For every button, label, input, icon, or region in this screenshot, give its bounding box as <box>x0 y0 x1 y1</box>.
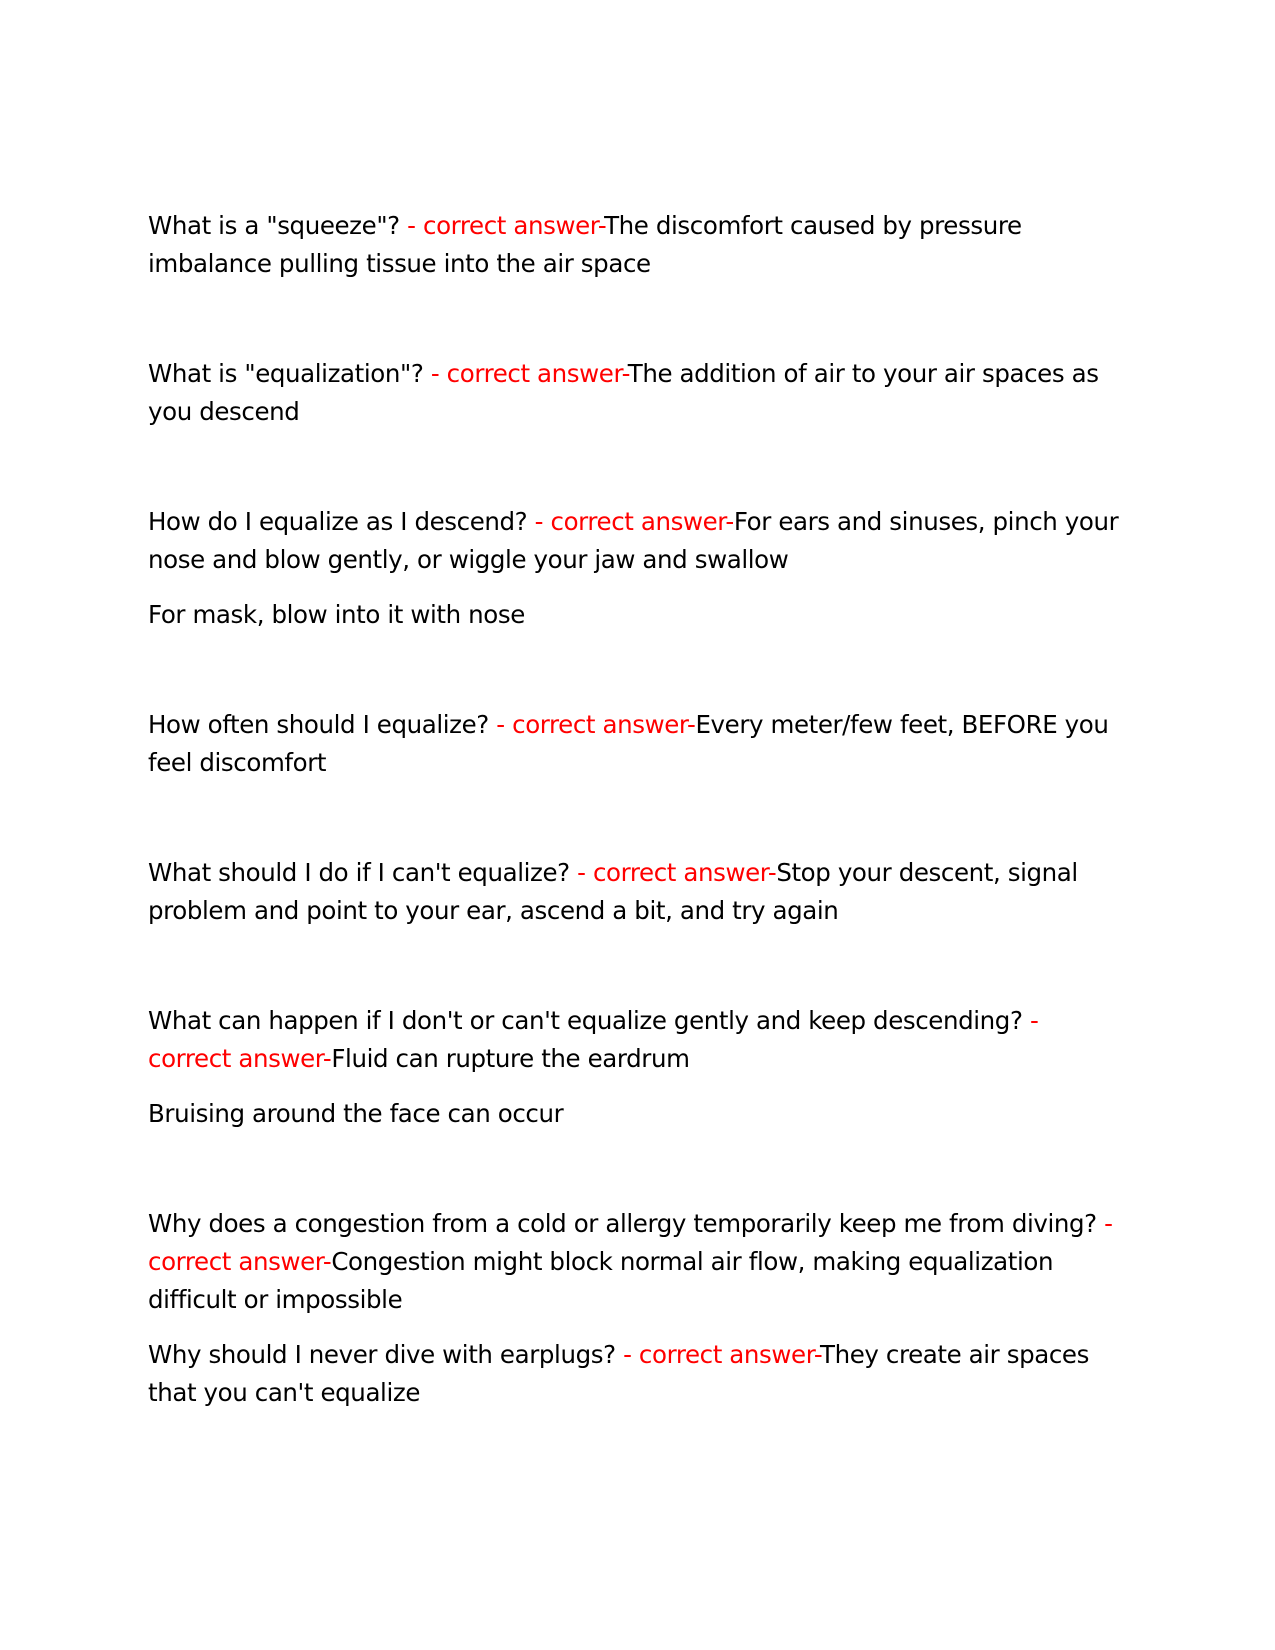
qa-paragraph <box>148 854 1123 930</box>
qa-list <box>148 207 1123 1412</box>
qa-item-cant-equalize <box>148 854 1123 930</box>
qa-item-how-often <box>148 706 1123 782</box>
question-text: Why should I never dive with earplugs? <box>148 1340 616 1369</box>
answer-marker: - correct answer- <box>527 507 734 536</box>
answer-text: For ears and sinuses, pinch your nose and blow gently, or wiggle your jaw and swallow <box>148 507 1119 574</box>
qa-item-equalization <box>148 355 1123 431</box>
answer-marker: - correct answer- <box>615 1340 821 1369</box>
qa-item-earplugs <box>148 1336 1123 1412</box>
question-text: What is "equalization"? <box>148 359 424 388</box>
answer-text: Fluid can rupture the eardrum <box>331 1044 690 1073</box>
question-text: How often should I equalize? <box>148 710 489 739</box>
answer-extra-text: For mask, blow into it with nose <box>148 600 525 629</box>
answer-marker: - correct answer- <box>423 359 628 388</box>
answer-marker: - correct answer- <box>148 1209 1113 1276</box>
question-text: What should I do if I can't equalize? <box>148 858 570 887</box>
question-text: Why does a congestion from a cold or allergy temporarily keep me from diving? <box>148 1209 1097 1238</box>
answer-text: The discomfort caused by pressure imbalance pulling tissue into the air space <box>148 211 1022 278</box>
question-text: What is a "squeeze"? <box>148 211 400 240</box>
answer-text: The addition of air to your air spaces as you descend <box>148 359 1099 426</box>
answer-text: Every meter/few feet, BEFORE you feel discomfort <box>148 710 1109 777</box>
qa-item-keep-descending <box>148 1002 1123 1133</box>
answer-marker: - correct answer- <box>569 858 777 887</box>
answer-marker: - correct answer- <box>148 1006 1039 1073</box>
qa-paragraph <box>148 1002 1123 1078</box>
qa-item-how-to-equalize <box>148 503 1123 634</box>
answer-text: Stop your descent, signal problem and point to your ear, ascend a bit, and try again <box>148 858 1078 925</box>
qa-paragraph <box>148 355 1123 431</box>
answer-text: They create air spaces that you can't equalize <box>148 1340 1089 1407</box>
question-text: How do I equalize as I descend? <box>148 507 528 536</box>
qa-paragraph <box>148 503 1123 579</box>
qa-paragraph <box>148 706 1123 782</box>
qa-paragraph <box>148 1205 1123 1319</box>
qa-item-congestion <box>148 1205 1123 1319</box>
qa-paragraph <box>148 1336 1123 1412</box>
answer-text: Congestion might block normal air flow, making equalization difficult or impossible <box>148 1247 1054 1314</box>
question-text: What can happen if I don't or can't equalize gently and keep descending? <box>148 1006 1023 1035</box>
answer-marker: - correct answer- <box>399 211 605 240</box>
answer-extra-text: Bruising around the face can occur <box>148 1099 564 1128</box>
qa-item-squeeze <box>148 207 1123 283</box>
answer-marker: - correct answer- <box>488 710 696 739</box>
qa-paragraph <box>148 207 1123 283</box>
